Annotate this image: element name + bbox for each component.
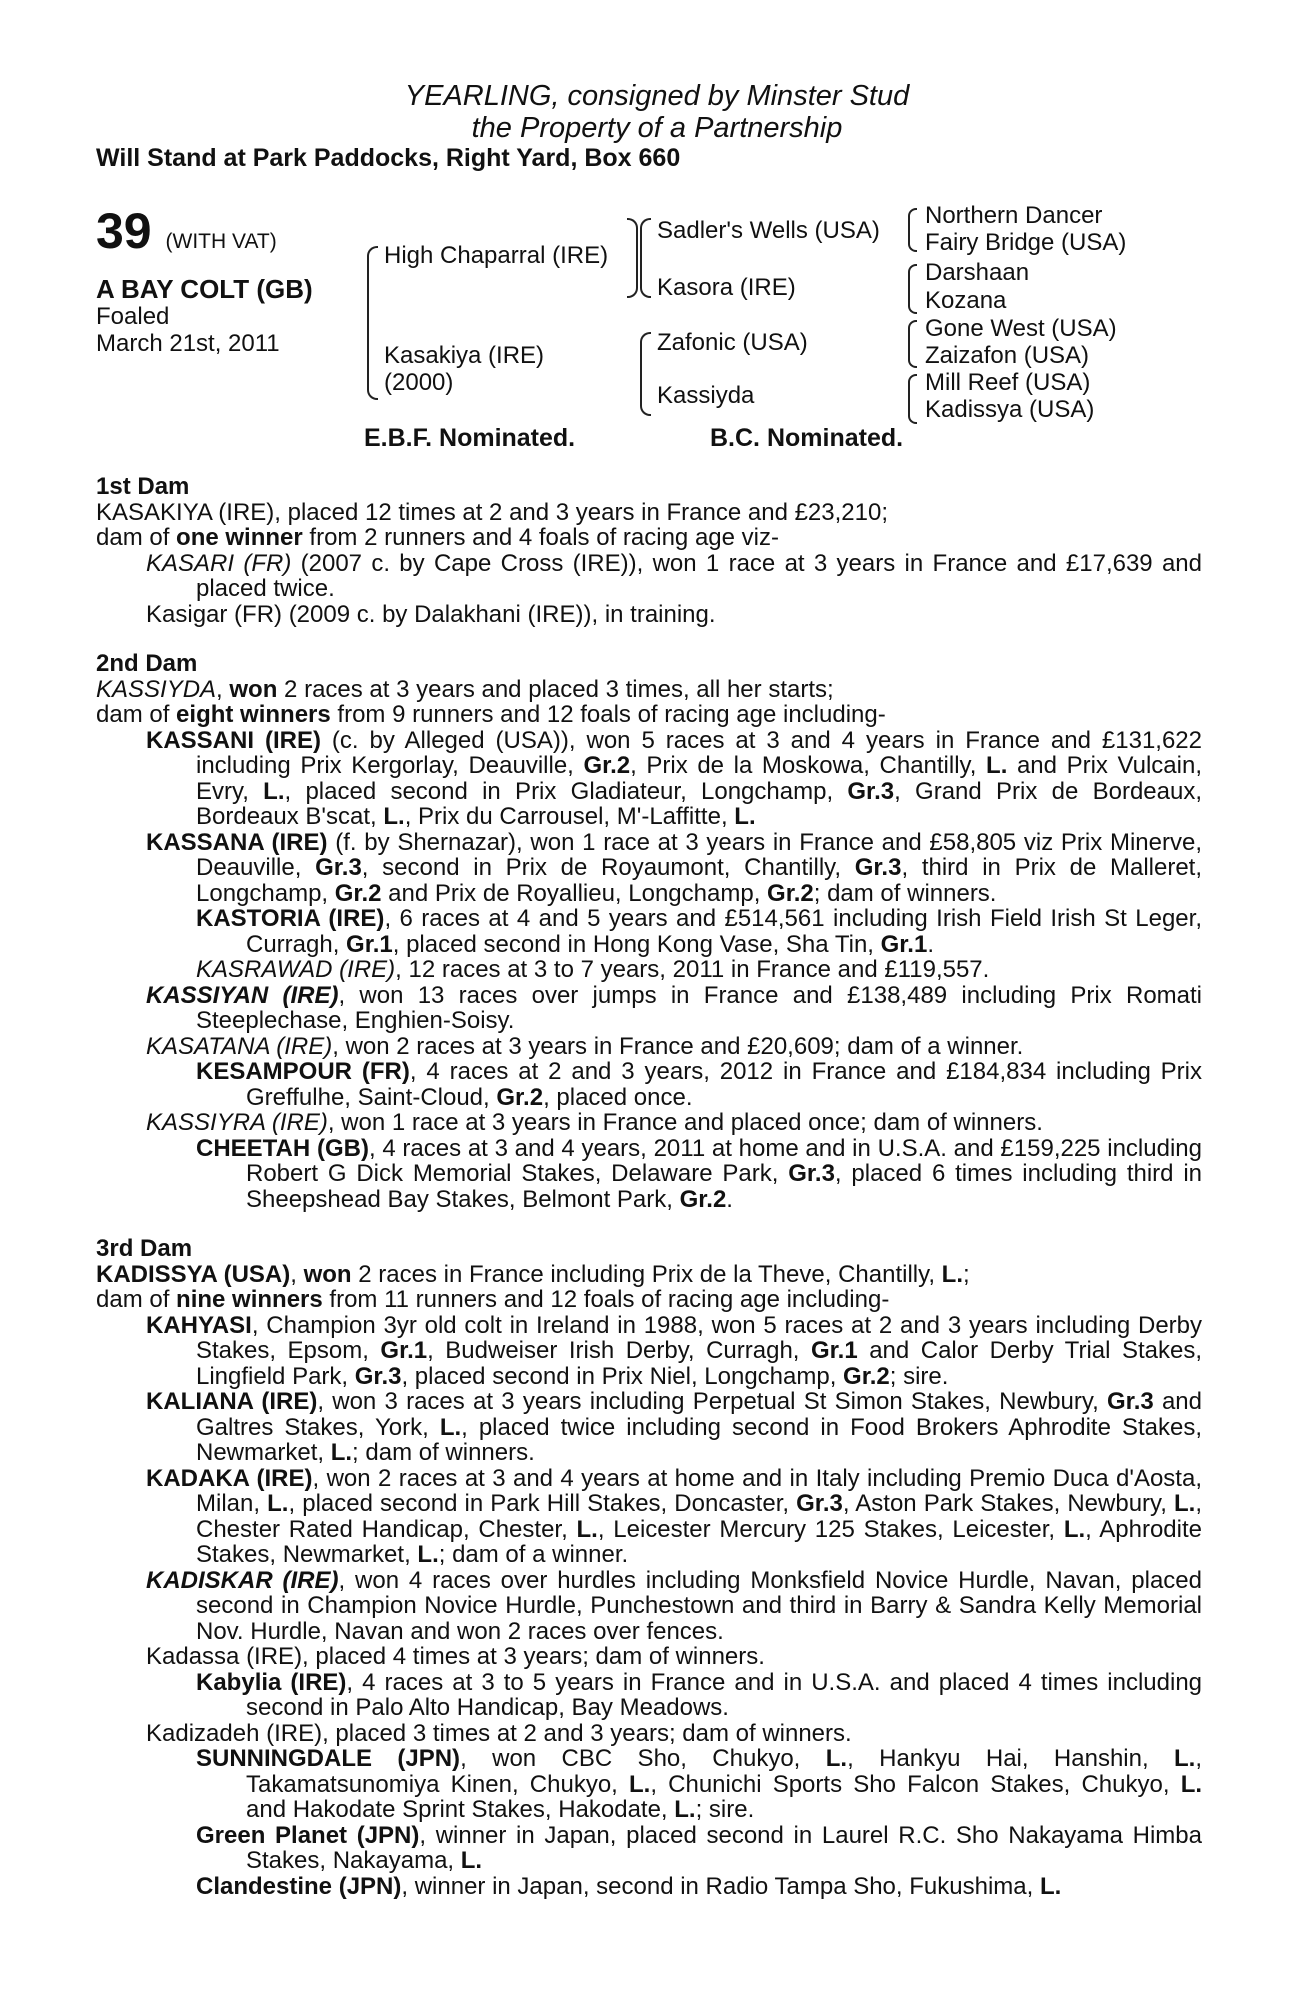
pedigree-dss: Gone West (USA): [925, 315, 1117, 342]
first-dam-heading: 1st Dam: [96, 473, 190, 500]
produce-kasari: KASARI (FR) (2007 c. by Cape Cross (IRE)), won 1 race at 3 years in France and £17,639 and placed twice.: [146, 549, 1202, 602]
pedigree-sdd: Kozana: [925, 287, 1007, 314]
first-dam-line: KASAKIYA (IRE), placed 12 times at 2 and 3 years in France and £23,210;: [96, 498, 888, 526]
produce-kassana: KASSANA (IRE) (f. by Shernazar), won 1 race at 3 years in France and £58,805 viz Prix Minerve, Deauville, Gr.3, second in Prix de Royaumont, Chantilly, Gr.3, third in Prix de Malleret, Longchamp, Gr.2 and Prix de Royallieu, Longchamp, Gr.2; dam of winners.: [146, 828, 1203, 907]
brace-ds: [908, 320, 917, 368]
produce-kaliana: KALIANA (IRE), won 3 races at 3 years including Perpetual St Simon Stakes, Newbury, Gr.3 and Galtres Stakes, York, L., placed twice including second in Food Brokers Aphrodite Stakes, Newmarket, L.; dam of winners.: [146, 1388, 1203, 1466]
produce-clandestine: Clandestine (JPN), winner in Japan, second in Radio Tampa Sho, Fukushima, L.: [196, 1872, 1062, 1900]
pedigree-sss: Northern Dancer: [925, 202, 1103, 229]
pedigree-sire: High Chaparral (IRE): [384, 242, 609, 269]
pedigree-dds: Mill Reef (USA): [925, 369, 1091, 396]
header-property: the Property of a Partnership: [471, 112, 843, 144]
produce-kasatana: KASATANA (IRE), won 2 races at 3 years in France and £20,609; dam of a winner.: [146, 1032, 1024, 1060]
header-stand: Will Stand at Park Paddocks, Right Yard, Box 660: [96, 144, 681, 172]
produce-kesampour: KESAMPOUR (FR), 4 races at 2 and 3 years, 2012 in France and £184,834 including Prix Greffulhe, Saint-Cloud, Gr.2, placed once.: [196, 1058, 1203, 1111]
produce-kadizadeh: Kadizadeh (IRE), placed 3 times at 2 and 3 years; dam of winners.: [146, 1719, 852, 1747]
produce-cheetah: CHEETAH (GB), 4 races at 3 and 4 years, 2011 at home and in U.S.A. and £159,225 including Robert G Dick Memorial Stakes, Delaware Park, Gr.3, placed 6 times including third in Sheepshead Bay Stakes, Belmont Park, Gr.2.: [196, 1134, 1203, 1213]
produce-kabylia: Kabylia (IRE), 4 races at 3 to 5 years in France and in U.S.A. and placed 4 times including second in Palo Alto Handicap, Bay Meadows.: [196, 1668, 1203, 1721]
second-dam-heading: 2nd Dam: [96, 650, 198, 677]
second-dam-line: KASSIYDA, won 2 races at 3 years and placed 3 times, all her starts;: [96, 675, 834, 703]
produce-green-planet: Green Planet (JPN), winner in Japan, placed second in Laurel R.C. Sho Nakayama Himba Stakes, Nakayama, L.: [196, 1821, 1202, 1874]
pedigree-sire-sire: Sadler's Wells (USA): [657, 217, 880, 244]
produce-kastoria: KASTORIA (IRE), 6 races at 4 and 5 years and £514,561 including Irish Field Irish St Leger, Curragh, Gr.1, placed second in Hong Kong Vase, Sha Tin, Gr.1.: [196, 905, 1202, 958]
pedigree-brace-sire-parents: [640, 218, 651, 298]
pedigree-dam-year: (2000): [384, 369, 454, 396]
produce-kassiyra: KASSIYRA (IRE), won 1 race at 3 years in France and placed once; dam of winners.: [146, 1109, 1043, 1136]
pedigree-sire-dam: Kasora (IRE): [657, 274, 796, 301]
first-dam-produce: dam of one winner from 2 runners and 4 foals of racing age viz-: [96, 524, 779, 551]
pedigree-ddd: Kadissya (USA): [925, 396, 1095, 423]
produce-kahyasi: KAHYASI, Champion 3yr old colt in Ireland in 1988, won 5 races at 2 and 3 years including Derby Stakes, Epsom, Gr.1, Budweiser Irish Derby, Curragh, Gr.1 and Calor Derby Trial Stakes, Lingfield Park, Gr.3, placed second in Prix Niel, Longchamp, Gr.2; sire.: [146, 1311, 1202, 1390]
pedigree-dam-sire: Zafonic (USA): [657, 329, 808, 356]
pedigree-dsd: Zaizafon (USA): [925, 342, 1090, 369]
second-dam-produce: dam of eight winners from 9 runners and 12 foals of racing age including-: [96, 701, 886, 728]
produce-sunningdale: SUNNINGDALE (JPN), won CBC Sho, Chukyo, L., Hankyu Hai, Hanshin, L., Takamatsunomiya Kinen, Chukyo, L., Chunichi Sports Sho Falcon Stakes, Chukyo, L. and Hakodate Sprint Stakes, Hakodate, L.; sire.: [196, 1745, 1203, 1823]
third-dam-heading: 3rd Dam: [96, 1235, 193, 1262]
pedigree-dam-dam: Kassiyda: [657, 382, 755, 409]
header-consignor: YEARLING, consigned by Minster Stud: [404, 80, 910, 112]
dam-records: [96, 474, 1202, 1899]
produce-kassani: KASSANI (IRE) (c. by Alleged (USA)), won 5 races at 3 and 4 years in France and £131,622 including Prix Kergorlay, Deauville, Gr.2, Prix de la Moskowa, Chantilly, L. and Prix Vulcain, Evry, L., placed second in Prix Gladiateur, Longchamp, Gr.3, Grand Prix de Bordeaux, Bordeaux B'scat, L., Prix du Carrousel, M'-Laffitte, L.: [146, 726, 1203, 830]
third-dam-line: KADISSYA (USA), won 2 races in France including Prix de la Theve, Chantilly, L.;: [96, 1260, 970, 1288]
produce-kasigar: Kasigar (FR) (2009 c. by Dalakhani (IRE)), in training.: [146, 600, 716, 628]
brace-sd: [908, 264, 917, 314]
lot-number: 39 (WITH VAT): [96, 203, 277, 259]
ebf-nominated: E.B.F. Nominated.: [364, 424, 576, 452]
bc-nominated: B.C. Nominated.: [710, 424, 904, 452]
third-dam-produce: dam of nine winners from 11 runners and 12 foals of racing age including-: [96, 1286, 890, 1313]
produce-kadaka: KADAKA (IRE), won 2 races at 3 and 4 years at home and in Italy including Premio Duca d'Aosta, Milan, L., placed second in Park Hill Stakes, Doncaster, Gr.3, Aston Park Stakes, Newbury, L., Chester Rated Handicap, Chester, L., Leicester Mercury 125 Stakes, Leicester, L., Aphrodite Stakes, Newmarket, L.; dam of a winner.: [146, 1464, 1203, 1568]
lot-title: A BAY COLT (GB): [96, 274, 313, 304]
produce-kadiskar: KADISKAR (IRE), won 4 races over hurdles including Monksfield Novice Hurdle, Navan, placed second in Champion Novice Hurdle, Punchestown and third in Barry & Sandra Kelly Memorial Nov. Hurdle, Navan and won 2 races over fences.: [146, 1566, 1202, 1645]
pedigree-brace-dam-parents: [640, 332, 651, 416]
pedigree-brace-sire: [627, 218, 638, 298]
foaled-label: Foaled: [96, 303, 170, 330]
produce-kasrawad: KASRAWAD (IRE), 12 races at 3 to 7 years, 2011 in France and £119,557.: [196, 956, 990, 983]
pedigree-dam: Kasakiya (IRE): [384, 342, 545, 369]
pedigree-ssd: Fairy Bridge (USA): [925, 229, 1127, 256]
brace-dd: [908, 374, 917, 424]
foaled-date: March 21st, 2011: [96, 330, 280, 357]
pedigree-sds: Darshaan: [925, 259, 1030, 286]
produce-kadassa: Kadassa (IRE), placed 4 times at 3 years; dam of winners.: [146, 1643, 765, 1670]
produce-kassiyan: KASSIYAN (IRE), won 13 races over jumps in France and £138,489 including Prix Romati Steeplechase, Enghien-Soisy.: [146, 981, 1203, 1034]
brace-ss: [908, 208, 917, 252]
pedigree-brace-main: [367, 246, 378, 400]
vat-label: (WITH VAT): [165, 230, 277, 253]
